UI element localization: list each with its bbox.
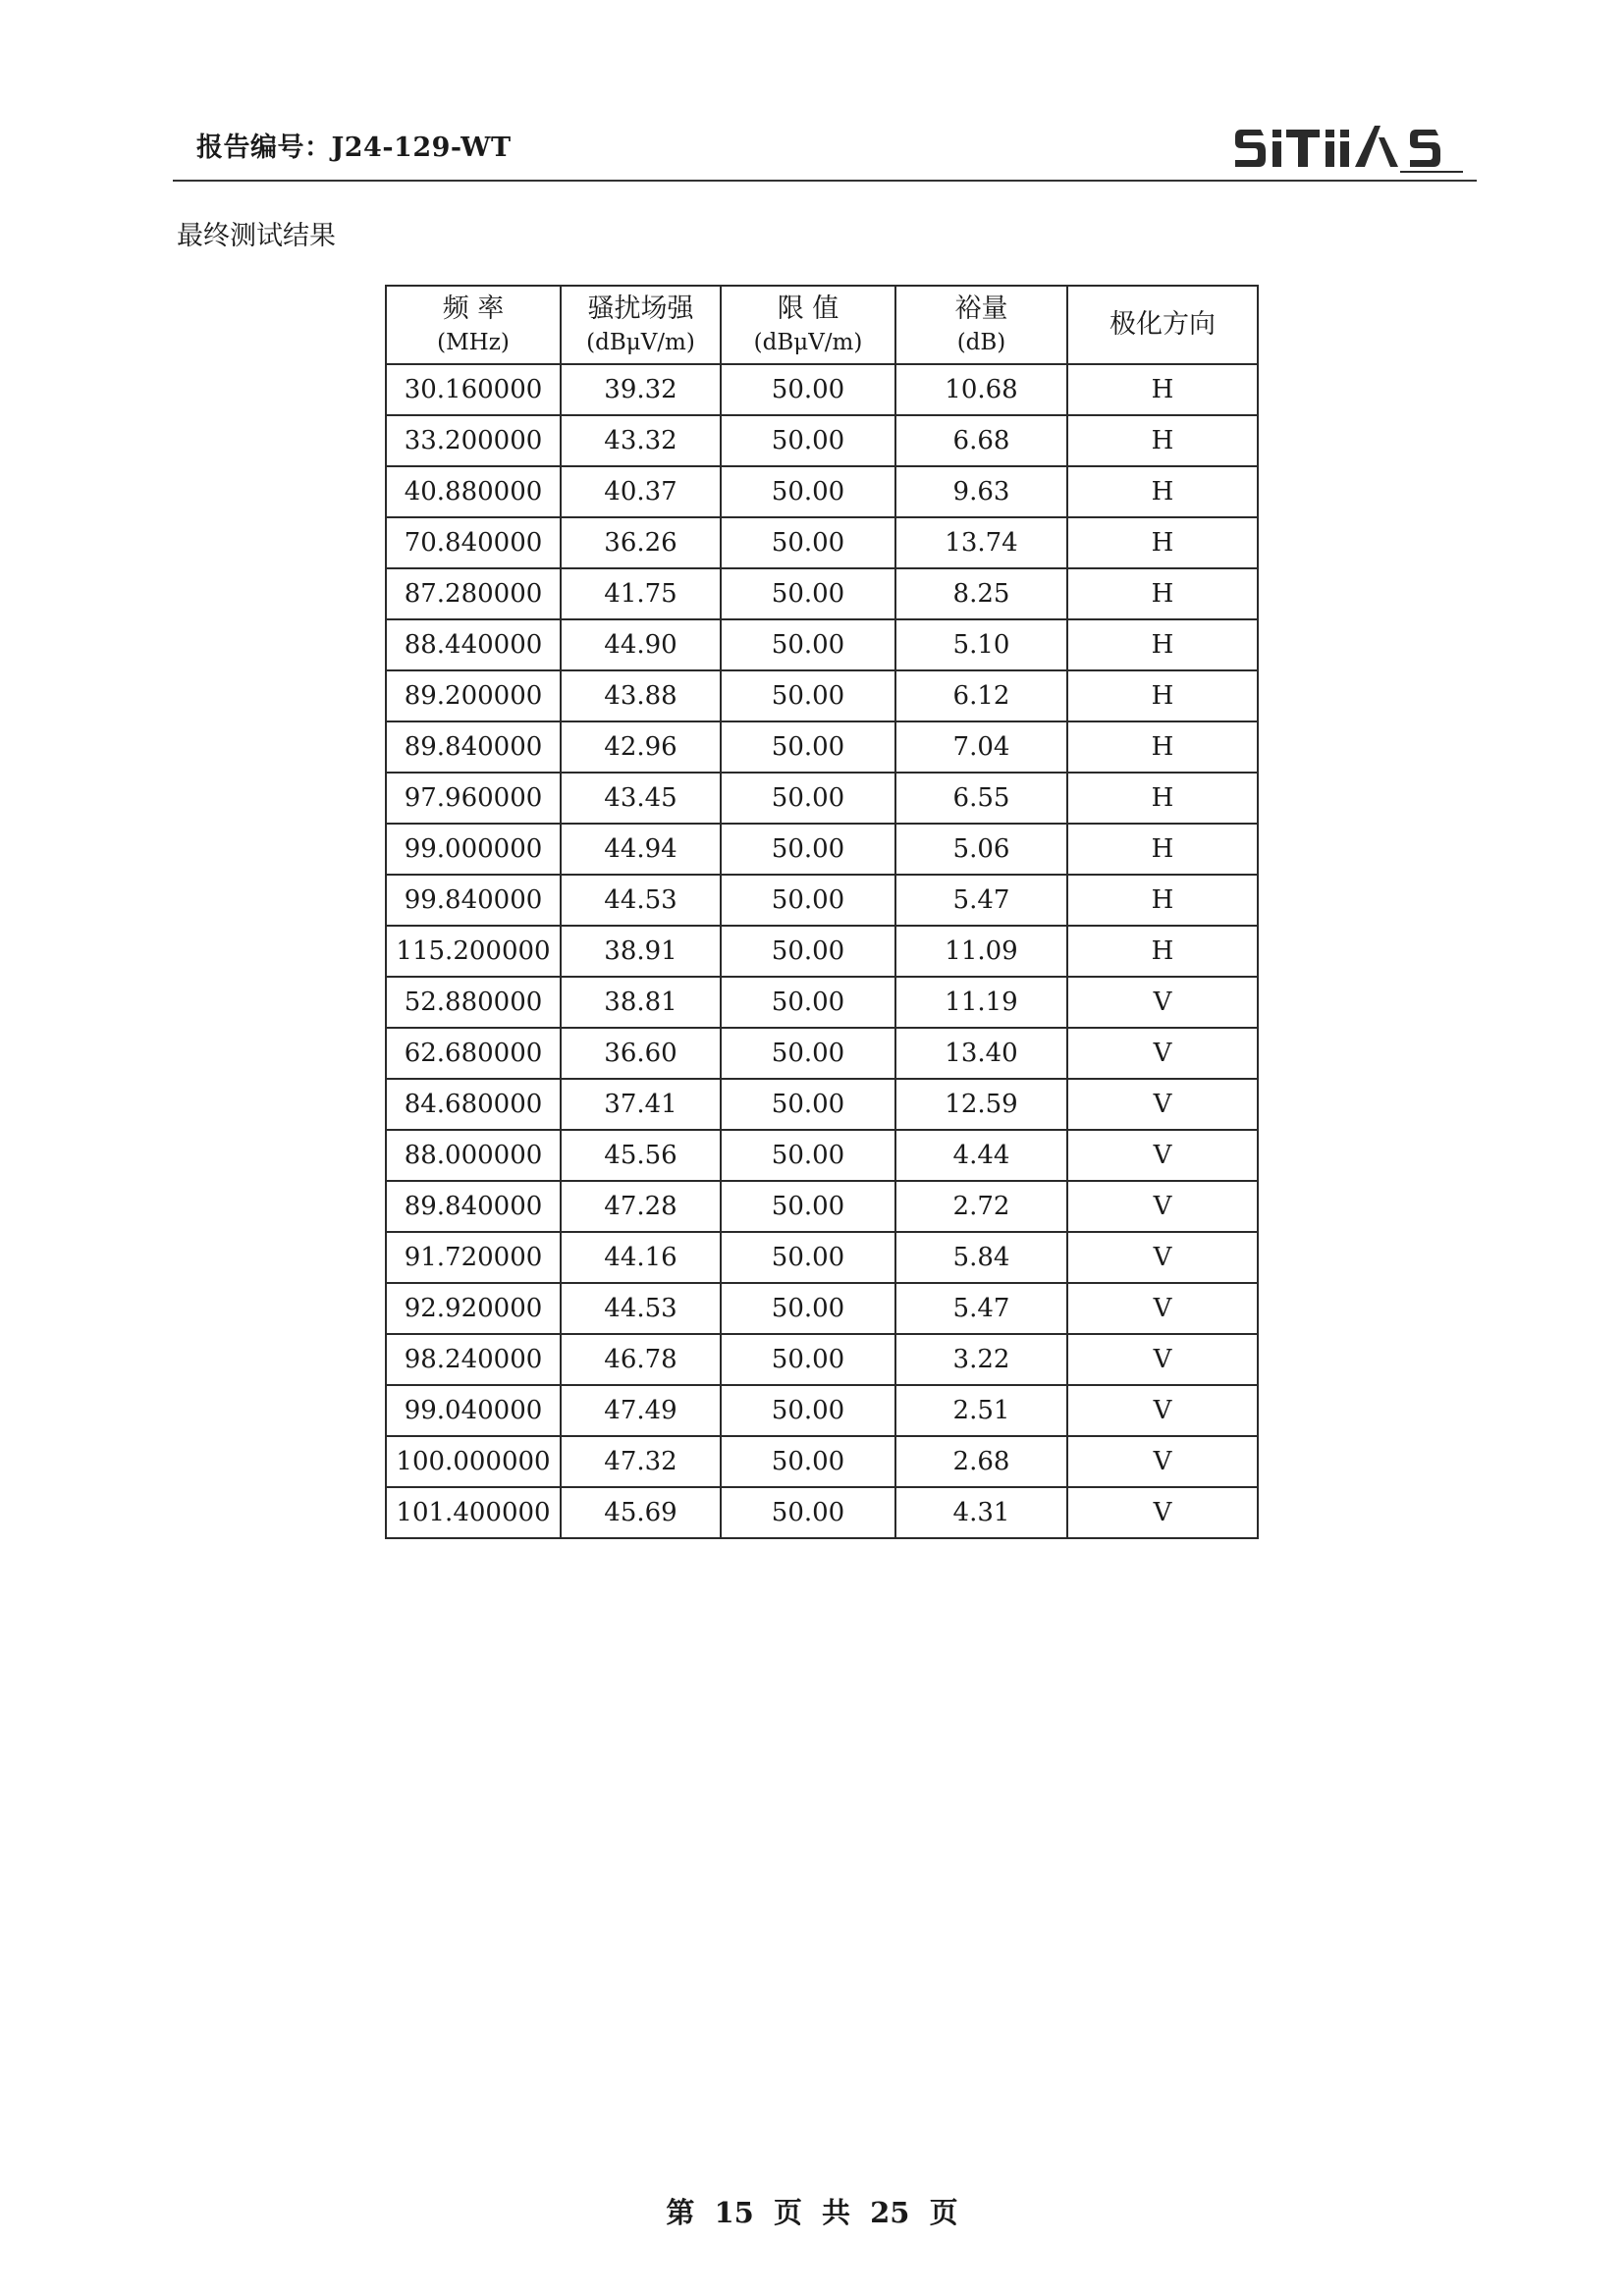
col-header-margin: [895, 286, 1067, 364]
cell-frequency: 97.960000: [386, 773, 561, 824]
cell-polarization: V: [1067, 977, 1258, 1028]
table-row: [386, 1130, 1258, 1181]
cell-frequency: 101.400000: [386, 1487, 561, 1538]
cell-margin: 9.63: [895, 466, 1067, 517]
cell-frequency: 87.280000: [386, 568, 561, 619]
table-row: [386, 619, 1258, 670]
cell-field-strength: 38.91: [561, 926, 721, 977]
results-table-container: [385, 285, 1257, 1539]
cell-limit: 50.00: [721, 1283, 895, 1334]
cell-field-strength: 44.53: [561, 875, 721, 926]
cell-frequency: 100.000000: [386, 1436, 561, 1487]
cell-margin: 5.47: [895, 875, 1067, 926]
cell-limit: 50.00: [721, 875, 895, 926]
cell-frequency: 89.200000: [386, 670, 561, 721]
table-row: [386, 824, 1258, 875]
table-row: [386, 415, 1258, 466]
table-row: [386, 364, 1258, 415]
cell-field-strength: 39.32: [561, 364, 721, 415]
cell-polarization: H: [1067, 875, 1258, 926]
cell-frequency: 91.720000: [386, 1232, 561, 1283]
col-header-limit: [721, 286, 895, 364]
cell-frequency: 99.840000: [386, 875, 561, 926]
cell-limit: 50.00: [721, 824, 895, 875]
cell-margin: 6.12: [895, 670, 1067, 721]
cell-frequency: 88.000000: [386, 1130, 561, 1181]
cell-field-strength: 44.53: [561, 1283, 721, 1334]
cell-margin: 11.19: [895, 977, 1067, 1028]
cell-limit: 50.00: [721, 466, 895, 517]
cell-polarization: V: [1067, 1436, 1258, 1487]
cell-limit: 50.00: [721, 977, 895, 1028]
cell-polarization: H: [1067, 517, 1258, 568]
col-header-unit: (dB): [956, 330, 1006, 355]
col-header-field-strength: [561, 286, 721, 364]
col-header-label: 极化方向: [1110, 309, 1216, 340]
cell-margin: 10.68: [895, 364, 1067, 415]
cell-polarization: V: [1067, 1487, 1258, 1538]
cell-limit: 50.00: [721, 568, 895, 619]
cell-field-strength: 45.69: [561, 1487, 721, 1538]
cell-field-strength: 36.60: [561, 1028, 721, 1079]
cell-frequency: 33.200000: [386, 415, 561, 466]
cell-frequency: 92.920000: [386, 1283, 561, 1334]
cell-margin: 13.40: [895, 1028, 1067, 1079]
report-number: 报告编号：J24-129-WT: [196, 133, 512, 163]
cell-field-strength: 47.28: [561, 1181, 721, 1232]
table-row: [386, 1232, 1258, 1283]
cell-limit: 50.00: [721, 517, 895, 568]
cell-frequency: 98.240000: [386, 1334, 561, 1385]
table-row: [386, 926, 1258, 977]
table-row: [386, 721, 1258, 773]
cell-limit: 50.00: [721, 1334, 895, 1385]
cell-frequency: 115.200000: [386, 926, 561, 977]
table-row: [386, 517, 1258, 568]
cell-limit: 50.00: [721, 1130, 895, 1181]
cell-frequency: 84.680000: [386, 1079, 561, 1130]
table-row: [386, 1334, 1258, 1385]
cell-polarization: H: [1067, 670, 1258, 721]
cell-limit: 50.00: [721, 670, 895, 721]
cell-limit: 50.00: [721, 1181, 895, 1232]
results-table: [385, 285, 1259, 1539]
cell-polarization: V: [1067, 1232, 1258, 1283]
cell-margin: 7.04: [895, 721, 1067, 773]
cell-margin: 3.22: [895, 1334, 1067, 1385]
cell-field-strength: 44.16: [561, 1232, 721, 1283]
table-row: [386, 466, 1258, 517]
cell-polarization: H: [1067, 364, 1258, 415]
header-divider: [173, 180, 1477, 182]
cell-margin: 5.06: [895, 824, 1067, 875]
cell-field-strength: 47.49: [561, 1385, 721, 1436]
col-header-polarization: [1067, 286, 1258, 364]
col-header-label: 频 率: [442, 294, 505, 324]
cell-frequency: 99.000000: [386, 824, 561, 875]
cell-field-strength: 47.32: [561, 1436, 721, 1487]
cell-limit: 50.00: [721, 619, 895, 670]
cell-field-strength: 44.94: [561, 824, 721, 875]
cell-polarization: V: [1067, 1283, 1258, 1334]
cell-limit: 50.00: [721, 415, 895, 466]
cell-limit: 50.00: [721, 1079, 895, 1130]
cell-polarization: H: [1067, 721, 1258, 773]
cell-margin: 5.84: [895, 1232, 1067, 1283]
table-row: [386, 1028, 1258, 1079]
results-table-body: [386, 364, 1258, 1538]
cell-frequency: 40.880000: [386, 466, 561, 517]
table-row: [386, 977, 1258, 1028]
cell-polarization: V: [1067, 1181, 1258, 1232]
cell-field-strength: 36.26: [561, 517, 721, 568]
cell-limit: 50.00: [721, 1028, 895, 1079]
cell-margin: 12.59: [895, 1079, 1067, 1130]
table-row: [386, 1436, 1258, 1487]
cell-limit: 50.00: [721, 1385, 895, 1436]
cell-margin: 5.10: [895, 619, 1067, 670]
cell-polarization: V: [1067, 1334, 1258, 1385]
col-header-unit: (dBμV/m): [753, 330, 863, 355]
cell-field-strength: 46.78: [561, 1334, 721, 1385]
cell-margin: 6.68: [895, 415, 1067, 466]
cell-limit: 50.00: [721, 364, 895, 415]
cell-field-strength: 41.75: [561, 568, 721, 619]
cell-polarization: H: [1067, 466, 1258, 517]
cell-limit: 50.00: [721, 926, 895, 977]
page-number: 第 15 页 共 25 页: [666, 2196, 958, 2229]
section-title: 最终测试结果: [177, 221, 336, 251]
cell-frequency: 70.840000: [386, 517, 561, 568]
cell-polarization: V: [1067, 1079, 1258, 1130]
col-header-unit: (dBμV/m): [586, 330, 695, 355]
cell-frequency: 52.880000: [386, 977, 561, 1028]
cell-polarization: H: [1067, 568, 1258, 619]
cell-limit: 50.00: [721, 1487, 895, 1538]
cell-polarization: H: [1067, 926, 1258, 977]
cell-field-strength: 43.32: [561, 415, 721, 466]
cell-limit: 50.00: [721, 773, 895, 824]
cell-polarization: H: [1067, 619, 1258, 670]
col-header-frequency: [386, 286, 561, 364]
cell-limit: 50.00: [721, 1436, 895, 1487]
cell-limit: 50.00: [721, 1232, 895, 1283]
cell-margin: 5.47: [895, 1283, 1067, 1334]
cell-polarization: H: [1067, 824, 1258, 875]
table-row: [386, 875, 1258, 926]
cell-margin: 11.09: [895, 926, 1067, 977]
cell-field-strength: 37.41: [561, 1079, 721, 1130]
table-row: [386, 1283, 1258, 1334]
cell-polarization: V: [1067, 1028, 1258, 1079]
col-header-label: 骚扰场强: [587, 294, 694, 324]
table-row: [386, 1487, 1258, 1538]
cell-margin: 13.74: [895, 517, 1067, 568]
cell-field-strength: 40.37: [561, 466, 721, 517]
cell-margin: 2.72: [895, 1181, 1067, 1232]
cell-polarization: V: [1067, 1130, 1258, 1181]
cell-margin: 4.44: [895, 1130, 1067, 1181]
cell-field-strength: 44.90: [561, 619, 721, 670]
cell-frequency: 89.840000: [386, 1181, 561, 1232]
col-header-label: 限 值: [777, 294, 839, 324]
table-row: [386, 670, 1258, 721]
cell-margin: 4.31: [895, 1487, 1067, 1538]
cell-margin: 8.25: [895, 568, 1067, 619]
table-row: [386, 1385, 1258, 1436]
cell-field-strength: 43.88: [561, 670, 721, 721]
cell-margin: 6.55: [895, 773, 1067, 824]
cell-frequency: 30.160000: [386, 364, 561, 415]
cell-frequency: 62.680000: [386, 1028, 561, 1079]
table-row: [386, 773, 1258, 824]
cell-frequency: 88.440000: [386, 619, 561, 670]
table-row: [386, 1079, 1258, 1130]
cell-limit: 50.00: [721, 721, 895, 773]
cell-field-strength: 45.56: [561, 1130, 721, 1181]
cell-field-strength: 42.96: [561, 721, 721, 773]
table-row: [386, 568, 1258, 619]
col-header-label: 裕量: [954, 294, 1008, 324]
table-header-row: [386, 286, 1258, 364]
sitiias-logo: [1231, 116, 1467, 177]
cell-polarization: H: [1067, 773, 1258, 824]
cell-polarization: H: [1067, 415, 1258, 466]
cell-field-strength: 38.81: [561, 977, 721, 1028]
cell-polarization: V: [1067, 1385, 1258, 1436]
col-header-unit: (MHz): [437, 330, 510, 355]
cell-frequency: 99.040000: [386, 1385, 561, 1436]
cell-frequency: 89.840000: [386, 721, 561, 773]
cell-margin: 2.68: [895, 1436, 1067, 1487]
table-row: [386, 1181, 1258, 1232]
cell-field-strength: 43.45: [561, 773, 721, 824]
cell-margin: 2.51: [895, 1385, 1067, 1436]
